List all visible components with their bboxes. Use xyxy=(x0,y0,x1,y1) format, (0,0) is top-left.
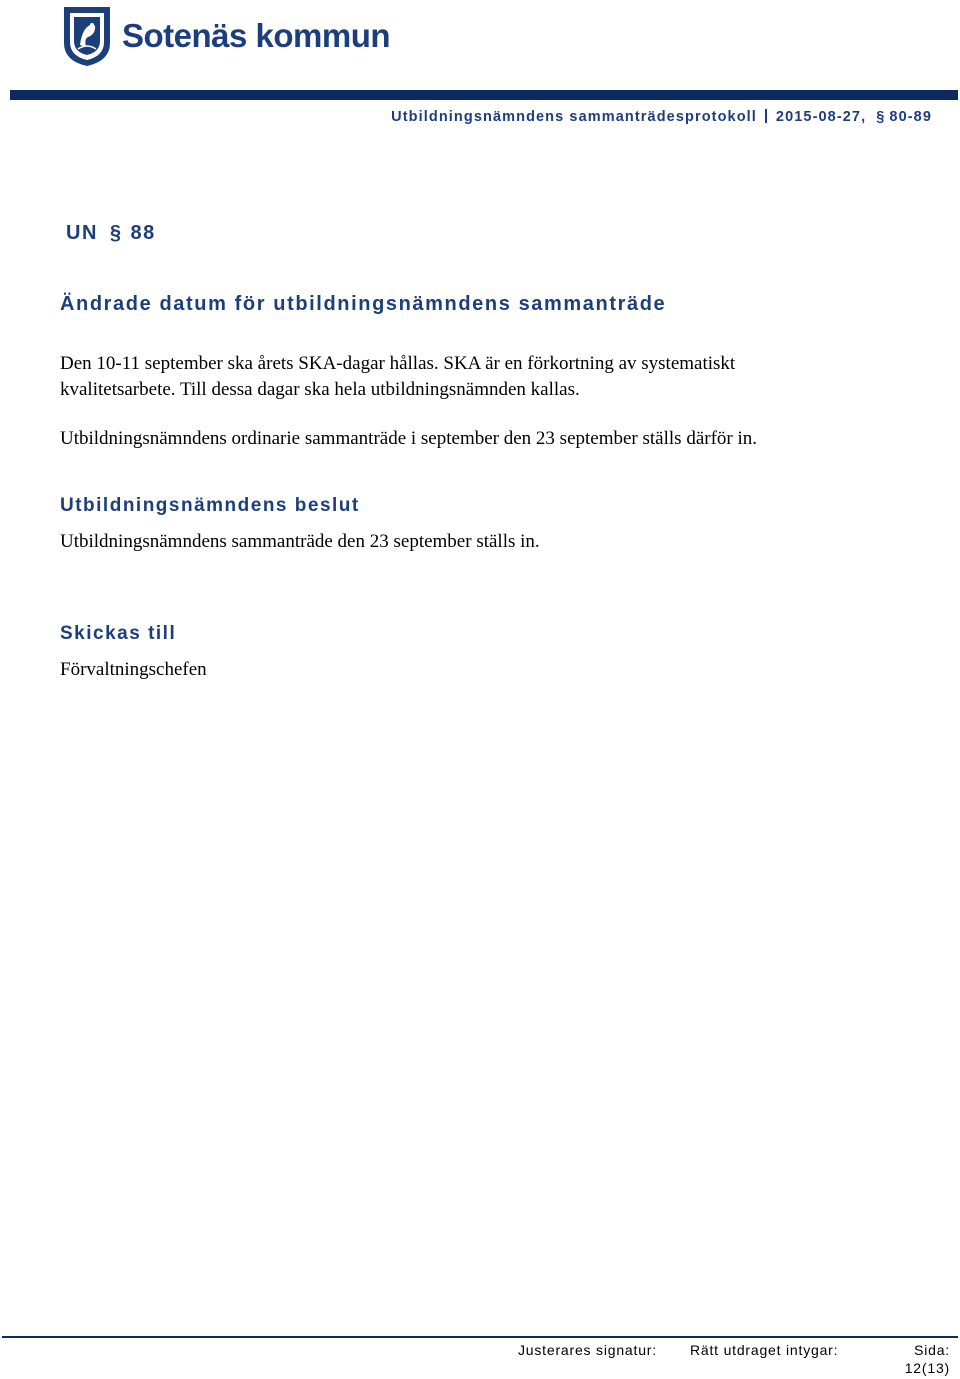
protocol-date: 2015-08-27, xyxy=(775,109,867,125)
item-number xyxy=(66,222,156,245)
header-bar xyxy=(10,90,958,100)
body-line-2: kvalitetsarbete. Till dessa dagar ska hela utbildningsnämnden kallas. xyxy=(60,379,580,400)
item-value: 88 xyxy=(130,222,156,244)
item-prefix: UN xyxy=(66,222,98,244)
municipality-crest-icon xyxy=(60,5,114,67)
body-line-3: Utbildningsnämndens ordinarie sammanträde i september den 23 september ställs därför in. xyxy=(60,428,758,449)
header-divider xyxy=(765,109,767,123)
item-section-symbol: § xyxy=(109,222,123,244)
send-to-text: Förvaltningschefen xyxy=(60,659,207,680)
page-label: Sida: xyxy=(914,1342,950,1358)
signature-label: Justerares signatur: xyxy=(518,1342,657,1358)
send-to-heading: Skickas till xyxy=(60,623,177,644)
decision-text: Utbildningsnämndens sammanträde den 23 september ställs in. xyxy=(60,531,540,552)
decision-heading: Utbildningsnämndens beslut xyxy=(60,495,360,516)
footer-divider xyxy=(2,1336,958,1338)
page-title: Ändrade datum för utbildningsnämndens sammanträde xyxy=(60,293,667,315)
logo xyxy=(60,4,390,68)
section-symbol: § xyxy=(876,109,886,125)
body-line-1: Den 10-11 september ska årets SKA-dagar hållas. SKA är en förkortning av systematiskt xyxy=(60,353,736,374)
certified-label: Rätt utdraget intygar: xyxy=(690,1342,839,1358)
logo-wordmark: Sotenäs kommun xyxy=(122,17,391,54)
section-range: 80-89 xyxy=(889,109,932,125)
page-number: 12(13) xyxy=(904,1360,950,1376)
protocol-header xyxy=(391,109,932,125)
protocol-name: Utbildningsnämndens sammanträdesprotokoll xyxy=(391,109,757,125)
